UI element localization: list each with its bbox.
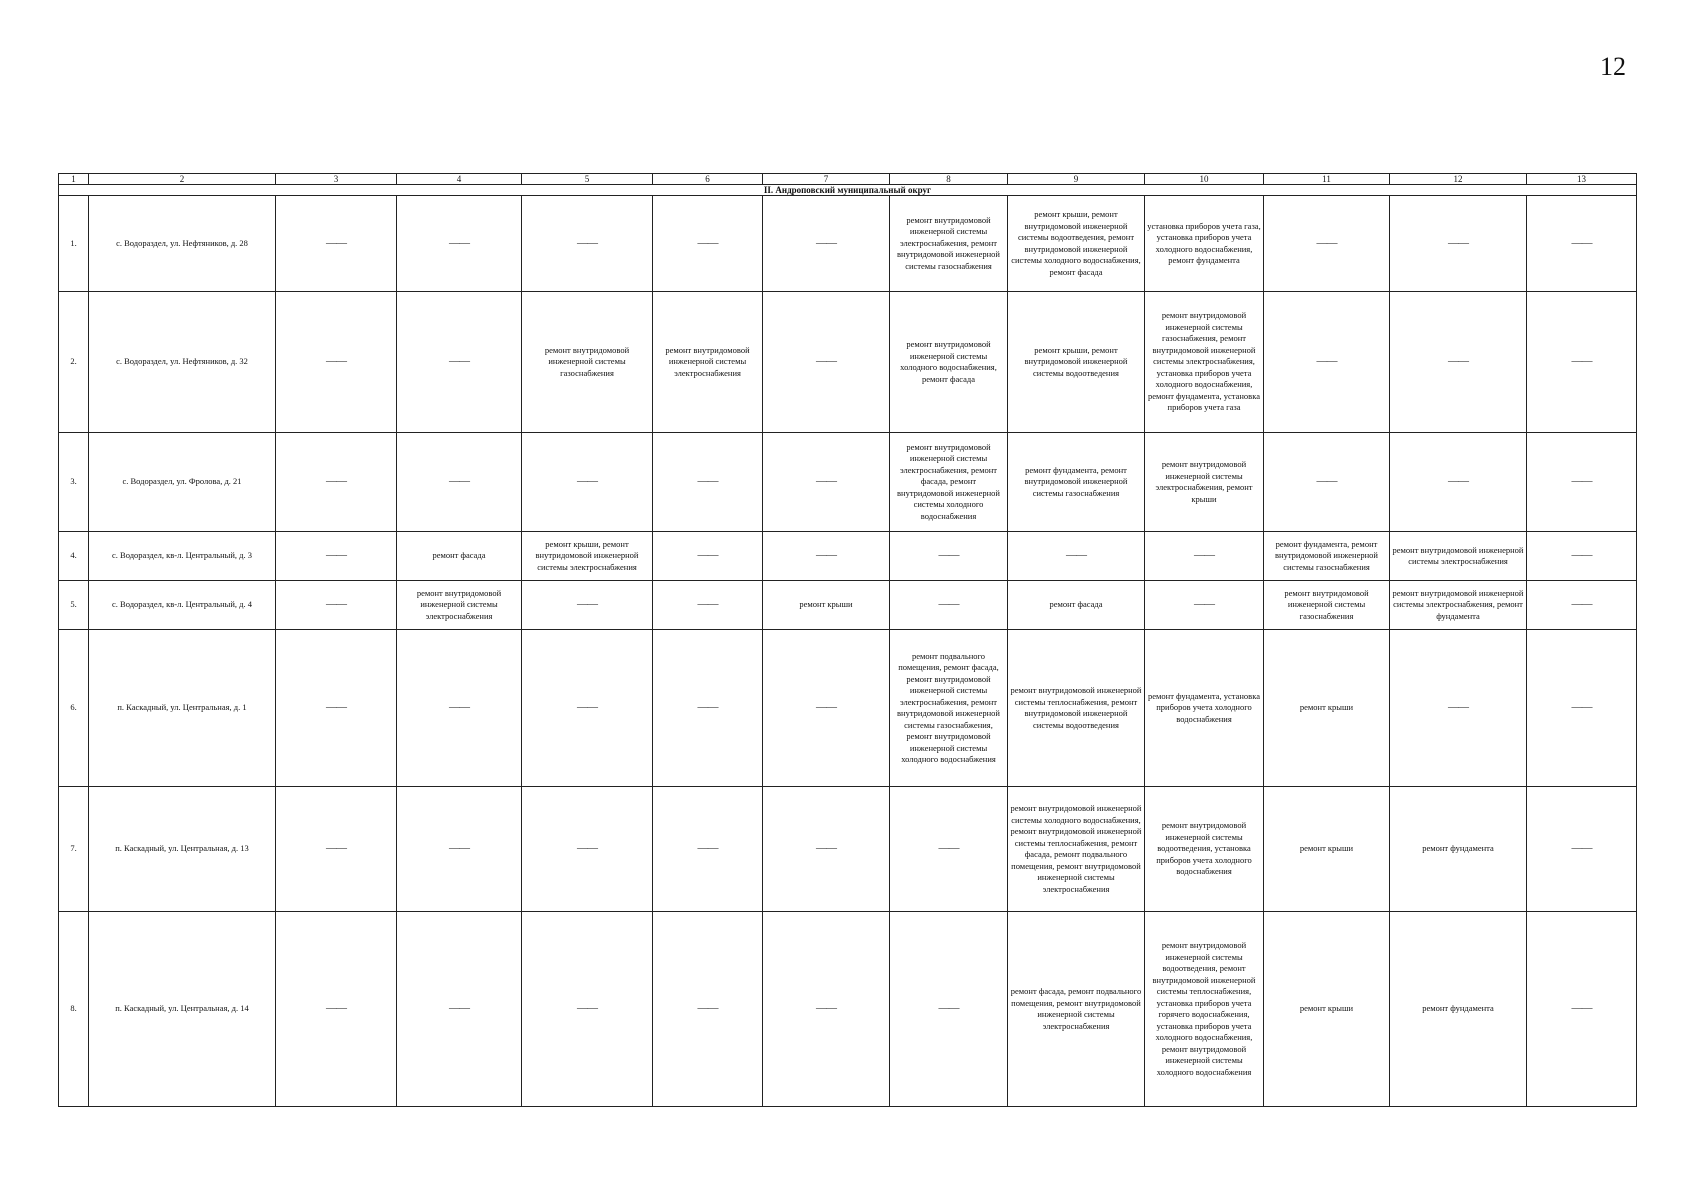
work-cell-col-4: [397, 292, 522, 433]
work-cell-col-6: [653, 630, 763, 787]
table-row: [59, 196, 1637, 292]
column-number-2: 2: [89, 174, 276, 185]
work-cell-col-7: [763, 787, 890, 912]
empty-dash: ——: [326, 1002, 346, 1015]
work-description: ремонт фасада, ремонт подвального помещения, ремонт внутридомовой инженерной системы электроснабжения: [1010, 986, 1142, 1031]
work-cell-col-13: [1527, 912, 1637, 1107]
empty-dash: ——: [816, 236, 836, 249]
empty-dash: ——: [1316, 355, 1337, 368]
work-cell-col-5: [522, 581, 653, 630]
row-number: 4.: [59, 532, 89, 581]
work-cell-col-9: [1008, 196, 1145, 292]
table-row: [59, 912, 1637, 1107]
work-cell-col-3: [276, 787, 397, 912]
work-cell-col-13: [1527, 532, 1637, 581]
column-number-10: 10: [1145, 174, 1264, 185]
empty-dash: ——: [1571, 598, 1592, 611]
empty-dash: ——: [697, 701, 718, 714]
work-cell-col-12: [1390, 912, 1527, 1107]
empty-dash: ——: [816, 549, 836, 562]
work-description: ремонт внутридомовой инженерной системы холодного водоснабжения, ремонт внутридомовой инженерной системы теплоснабжения, ремонт фасада, ремонт подвального помещения, ремонт внутридомовой инженерной системы электроснабжения: [1010, 803, 1142, 894]
empty-dash: ——: [449, 842, 469, 855]
empty-dash: ——: [697, 842, 718, 855]
table-row: [59, 532, 1637, 581]
empty-dash: ——: [697, 475, 718, 488]
work-cell-col-9: [1008, 532, 1145, 581]
row-address: с. Водораздел, кв-л. Центральный, д. 3: [89, 532, 276, 581]
work-cell-col-10: [1145, 292, 1264, 433]
empty-dash: ——: [1571, 1002, 1592, 1015]
work-cell-col-11: [1264, 912, 1390, 1107]
work-cell-col-4: [397, 912, 522, 1107]
work-cell-col-8: [890, 292, 1008, 433]
work-cell-col-5: [522, 912, 653, 1107]
empty-dash: ——: [449, 701, 469, 714]
empty-dash: ——: [816, 475, 836, 488]
work-description: ремонт крыши, ремонт внутридомовой инженерной системы водоотведения, ремонт внутридомовой инженерной системы холодного водоснабжения, ремонт фасада: [1011, 209, 1141, 277]
work-cell-col-8: [890, 787, 1008, 912]
work-description: ремонт внутридомовой инженерной системы теплоснабжения, ремонт внутридомовой инженерной системы водоотведения: [1010, 685, 1142, 730]
work-description: ремонт внутридомовой инженерной системы электроснабжения: [1392, 544, 1524, 566]
row-address: п. Каскадный, ул. Центральная, д. 1: [89, 630, 276, 787]
column-number-row: [59, 174, 1637, 185]
column-number-12: 12: [1390, 174, 1527, 185]
empty-dash: ——: [326, 236, 346, 249]
work-cell-col-10: [1145, 787, 1264, 912]
column-number-7: 7: [763, 174, 890, 185]
work-cell-col-13: [1527, 196, 1637, 292]
table-row: [59, 581, 1637, 630]
empty-dash: ——: [577, 1002, 597, 1015]
empty-dash: ——: [1194, 598, 1214, 611]
work-description: ремонт внутридомовой инженерной системы водоотведения, установка приборов учета холодного водоснабжения: [1156, 820, 1252, 877]
work-cell-col-12: [1390, 532, 1527, 581]
work-cell-col-8: [890, 532, 1008, 581]
empty-dash: ——: [697, 549, 718, 562]
work-description: ремонт крыши: [799, 599, 853, 610]
empty-dash: ——: [577, 475, 597, 488]
column-number-3: 3: [276, 174, 397, 185]
work-cell-col-3: [276, 581, 397, 630]
work-description: ремонт крыши: [1299, 1003, 1354, 1014]
empty-dash: ——: [577, 236, 597, 249]
work-cell-col-11: [1264, 292, 1390, 433]
work-description: ремонт внутридомовой инженерной системы газоснабжения, ремонт внутридомовой инженерной системы электроснабжения, установка приборов учета холодного водоснабжения, ремонт фундамента, установка приборов учета газа: [1148, 310, 1260, 413]
work-cell-col-6: [653, 532, 763, 581]
column-number-13: 13: [1527, 174, 1637, 185]
empty-dash: ——: [938, 842, 959, 855]
column-number-6: 6: [653, 174, 763, 185]
work-description: ремонт крыши: [1299, 843, 1354, 854]
work-cell-col-6: [653, 787, 763, 912]
work-cell-col-13: [1527, 630, 1637, 787]
works-table: [58, 173, 1637, 1107]
work-description: ремонт внутридомовой инженерной системы водоотведения, ремонт внутридомовой инженерной системы теплоснабжения, установка приборов учета горячего водоснабжения, установка приборов учета холодного водоснабжения, ремонт внутридомовой инженерной системы холодного водоснабжения: [1152, 940, 1256, 1077]
section-row: [59, 185, 1637, 196]
empty-dash: ——: [1316, 475, 1337, 488]
work-cell-col-13: [1527, 292, 1637, 433]
work-cell-col-10: [1145, 532, 1264, 581]
work-description: ремонт фундамента, ремонт внутридомовой инженерной системы газоснабжения: [1024, 464, 1128, 498]
empty-dash: ——: [697, 236, 718, 249]
empty-dash: ——: [1448, 236, 1468, 249]
work-cell-col-8: [890, 912, 1008, 1107]
work-cell-col-10: [1145, 912, 1264, 1107]
empty-dash: ——: [816, 701, 836, 714]
empty-dash: ——: [326, 598, 346, 611]
work-description: ремонт фасада: [1049, 599, 1103, 610]
work-description: ремонт внутридомовой инженерной системы электроснабжения, ремонт внутридомовой инженерной системы газоснабжения: [897, 214, 1000, 271]
work-cell-col-5: [522, 787, 653, 912]
empty-dash: ——: [1316, 236, 1337, 249]
work-cell-col-7: [763, 433, 890, 532]
empty-dash: ——: [1571, 842, 1592, 855]
work-cell-col-4: [397, 433, 522, 532]
work-description: ремонт крыши: [1299, 702, 1354, 713]
work-cell-col-8: [890, 196, 1008, 292]
empty-dash: ——: [816, 355, 836, 368]
empty-dash: ——: [577, 598, 597, 611]
empty-dash: ——: [1448, 701, 1468, 714]
work-cell-col-5: [522, 433, 653, 532]
work-cell-col-8: [890, 630, 1008, 787]
row-number: 6.: [59, 630, 89, 787]
work-cell-col-11: [1264, 532, 1390, 581]
work-cell-col-12: [1390, 630, 1527, 787]
empty-dash: ——: [449, 236, 469, 249]
work-cell-col-3: [276, 292, 397, 433]
row-number: 2.: [59, 292, 89, 433]
table-row: [59, 292, 1637, 433]
section-title: II. Андроповский муниципальный округ: [59, 185, 1637, 196]
work-cell-col-4: [397, 196, 522, 292]
column-number-11: 11: [1264, 174, 1390, 185]
empty-dash: ——: [326, 701, 346, 714]
row-address: с. Водораздел, ул. Нефтяников, д. 32: [89, 292, 276, 433]
work-description: ремонт внутридомовой инженерной системы газоснабжения: [544, 344, 630, 378]
empty-dash: ——: [449, 1002, 469, 1015]
empty-dash: ——: [326, 549, 346, 562]
work-cell-col-4: [397, 581, 522, 630]
work-description: ремонт внутридомовой инженерной системы электроснабжения: [416, 587, 502, 621]
work-cell-col-11: [1264, 630, 1390, 787]
work-cell-col-11: [1264, 581, 1390, 630]
row-number: 8.: [59, 912, 89, 1107]
work-cell-col-12: [1390, 787, 1527, 912]
work-description: ремонт фундамента: [1422, 843, 1494, 854]
work-cell-col-7: [763, 912, 890, 1107]
row-address: с. Водораздел, ул. Нефтяников, д. 28: [89, 196, 276, 292]
work-cell-col-7: [763, 581, 890, 630]
work-cell-col-13: [1527, 433, 1637, 532]
work-cell-col-3: [276, 630, 397, 787]
work-description: ремонт крыши, ремонт внутридомовой инженерной системы электроснабжения: [535, 538, 639, 572]
column-number-9: 9: [1008, 174, 1145, 185]
work-cell-col-11: [1264, 787, 1390, 912]
work-cell-col-6: [653, 581, 763, 630]
work-cell-col-9: [1008, 581, 1145, 630]
work-cell-col-9: [1008, 787, 1145, 912]
work-description: ремонт внутридомовой инженерной системы холодного водоснабжения, ремонт фасада: [900, 339, 997, 384]
column-number-5: 5: [522, 174, 653, 185]
empty-dash: ——: [326, 475, 346, 488]
empty-dash: ——: [1571, 236, 1592, 249]
row-address: п. Каскадный, ул. Центральная, д. 14: [89, 912, 276, 1107]
work-description: ремонт фасада: [432, 550, 486, 561]
empty-dash: ——: [577, 701, 597, 714]
column-number-1: 1: [59, 174, 89, 185]
empty-dash: ——: [938, 598, 959, 611]
work-cell-col-10: [1145, 581, 1264, 630]
work-cell-col-5: [522, 630, 653, 787]
work-cell-col-5: [522, 292, 653, 433]
row-number: 5.: [59, 581, 89, 630]
work-cell-col-12: [1390, 292, 1527, 433]
work-cell-col-7: [763, 532, 890, 581]
work-cell-col-3: [276, 532, 397, 581]
work-cell-col-3: [276, 196, 397, 292]
work-cell-col-8: [890, 581, 1008, 630]
work-cell-col-6: [653, 196, 763, 292]
empty-dash: ——: [1571, 475, 1592, 488]
page-number: 12: [1600, 52, 1626, 81]
work-cell-col-4: [397, 532, 522, 581]
work-description: ремонт внутридомовой инженерной системы электроснабжения, ремонт фасада, ремонт внутридомовой инженерной системы холодного водоснабжения: [897, 441, 1000, 521]
work-cell-col-10: [1145, 630, 1264, 787]
table-body: [59, 174, 1637, 1107]
work-description: ремонт крыши, ремонт внутридомовой инженерной системы водоотведения: [1024, 344, 1128, 378]
work-cell-col-11: [1264, 433, 1390, 532]
empty-dash: ——: [449, 355, 469, 368]
work-description: ремонт фундамента: [1422, 1003, 1494, 1014]
work-cell-col-10: [1145, 196, 1264, 292]
work-cell-col-6: [653, 292, 763, 433]
work-cell-col-13: [1527, 581, 1637, 630]
work-description: ремонт внутридомовой инженерной системы электроснабжения, ремонт крыши: [1155, 459, 1253, 504]
row-address: с. Водораздел, ул. Фролова, д. 21: [89, 433, 276, 532]
work-cell-col-12: [1390, 433, 1527, 532]
empty-dash: ——: [816, 1002, 836, 1015]
empty-dash: ——: [1448, 355, 1468, 368]
table-row: [59, 787, 1637, 912]
work-cell-col-11: [1264, 196, 1390, 292]
work-cell-col-12: [1390, 196, 1527, 292]
work-cell-col-5: [522, 532, 653, 581]
row-address: п. Каскадный, ул. Центральная, д. 13: [89, 787, 276, 912]
work-cell-col-10: [1145, 433, 1264, 532]
empty-dash: ——: [697, 1002, 718, 1015]
work-description: ремонт внутридомовой инженерной системы электроснабжения, ремонт фундамента: [1392, 587, 1524, 621]
row-number: 7.: [59, 787, 89, 912]
work-cell-col-9: [1008, 292, 1145, 433]
work-description: ремонт внутридомовой инженерной системы электроснабжения: [665, 344, 750, 378]
empty-dash: ——: [938, 1002, 959, 1015]
empty-dash: ——: [1571, 701, 1592, 714]
table-row: [59, 433, 1637, 532]
work-cell-col-7: [763, 292, 890, 433]
work-description: ремонт фундамента, установка приборов учета холодного водоснабжения: [1148, 690, 1260, 724]
work-cell-col-9: [1008, 912, 1145, 1107]
work-cell-col-7: [763, 630, 890, 787]
work-cell-col-12: [1390, 581, 1527, 630]
row-number: 3.: [59, 433, 89, 532]
work-cell-col-8: [890, 433, 1008, 532]
work-cell-col-4: [397, 630, 522, 787]
row-address: с. Водораздел, кв-л. Центральный, д. 4: [89, 581, 276, 630]
empty-dash: ——: [1194, 549, 1214, 562]
work-cell-col-4: [397, 787, 522, 912]
work-cell-col-13: [1527, 787, 1637, 912]
work-cell-col-6: [653, 433, 763, 532]
empty-dash: ——: [1066, 549, 1086, 562]
work-description: ремонт внутридомовой инженерной системы газоснабжения: [1284, 587, 1369, 621]
work-cell-col-6: [653, 912, 763, 1107]
work-cell-col-3: [276, 433, 397, 532]
empty-dash: ——: [1448, 475, 1468, 488]
work-description: установка приборов учета газа, установка приборов учета холодного водоснабжения, ремонт фундамента: [1147, 220, 1261, 265]
work-cell-col-7: [763, 196, 890, 292]
empty-dash: ——: [697, 598, 718, 611]
work-cell-col-9: [1008, 630, 1145, 787]
empty-dash: ——: [938, 549, 959, 562]
empty-dash: ——: [816, 842, 836, 855]
work-description: ремонт подвального помещения, ремонт фасада, ремонт внутридомовой инженерной системы электроснабжения, ремонт внутридомовой инженерной системы газоснабжения, ремонт внутридомовой инженерной системы холодного водоснабжения: [897, 650, 1000, 764]
empty-dash: ——: [326, 842, 346, 855]
empty-dash: ——: [449, 475, 469, 488]
table-row: [59, 630, 1637, 787]
column-number-8: 8: [890, 174, 1008, 185]
work-description: ремонт фундамента, ремонт внутридомовой инженерной системы газоснабжения: [1275, 538, 1378, 572]
row-number: 1.: [59, 196, 89, 292]
work-cell-col-5: [522, 196, 653, 292]
empty-dash: ——: [577, 842, 597, 855]
column-number-4: 4: [397, 174, 522, 185]
work-cell-col-9: [1008, 433, 1145, 532]
empty-dash: ——: [1571, 355, 1592, 368]
work-cell-col-3: [276, 912, 397, 1107]
empty-dash: ——: [1571, 549, 1592, 562]
empty-dash: ——: [326, 355, 346, 368]
